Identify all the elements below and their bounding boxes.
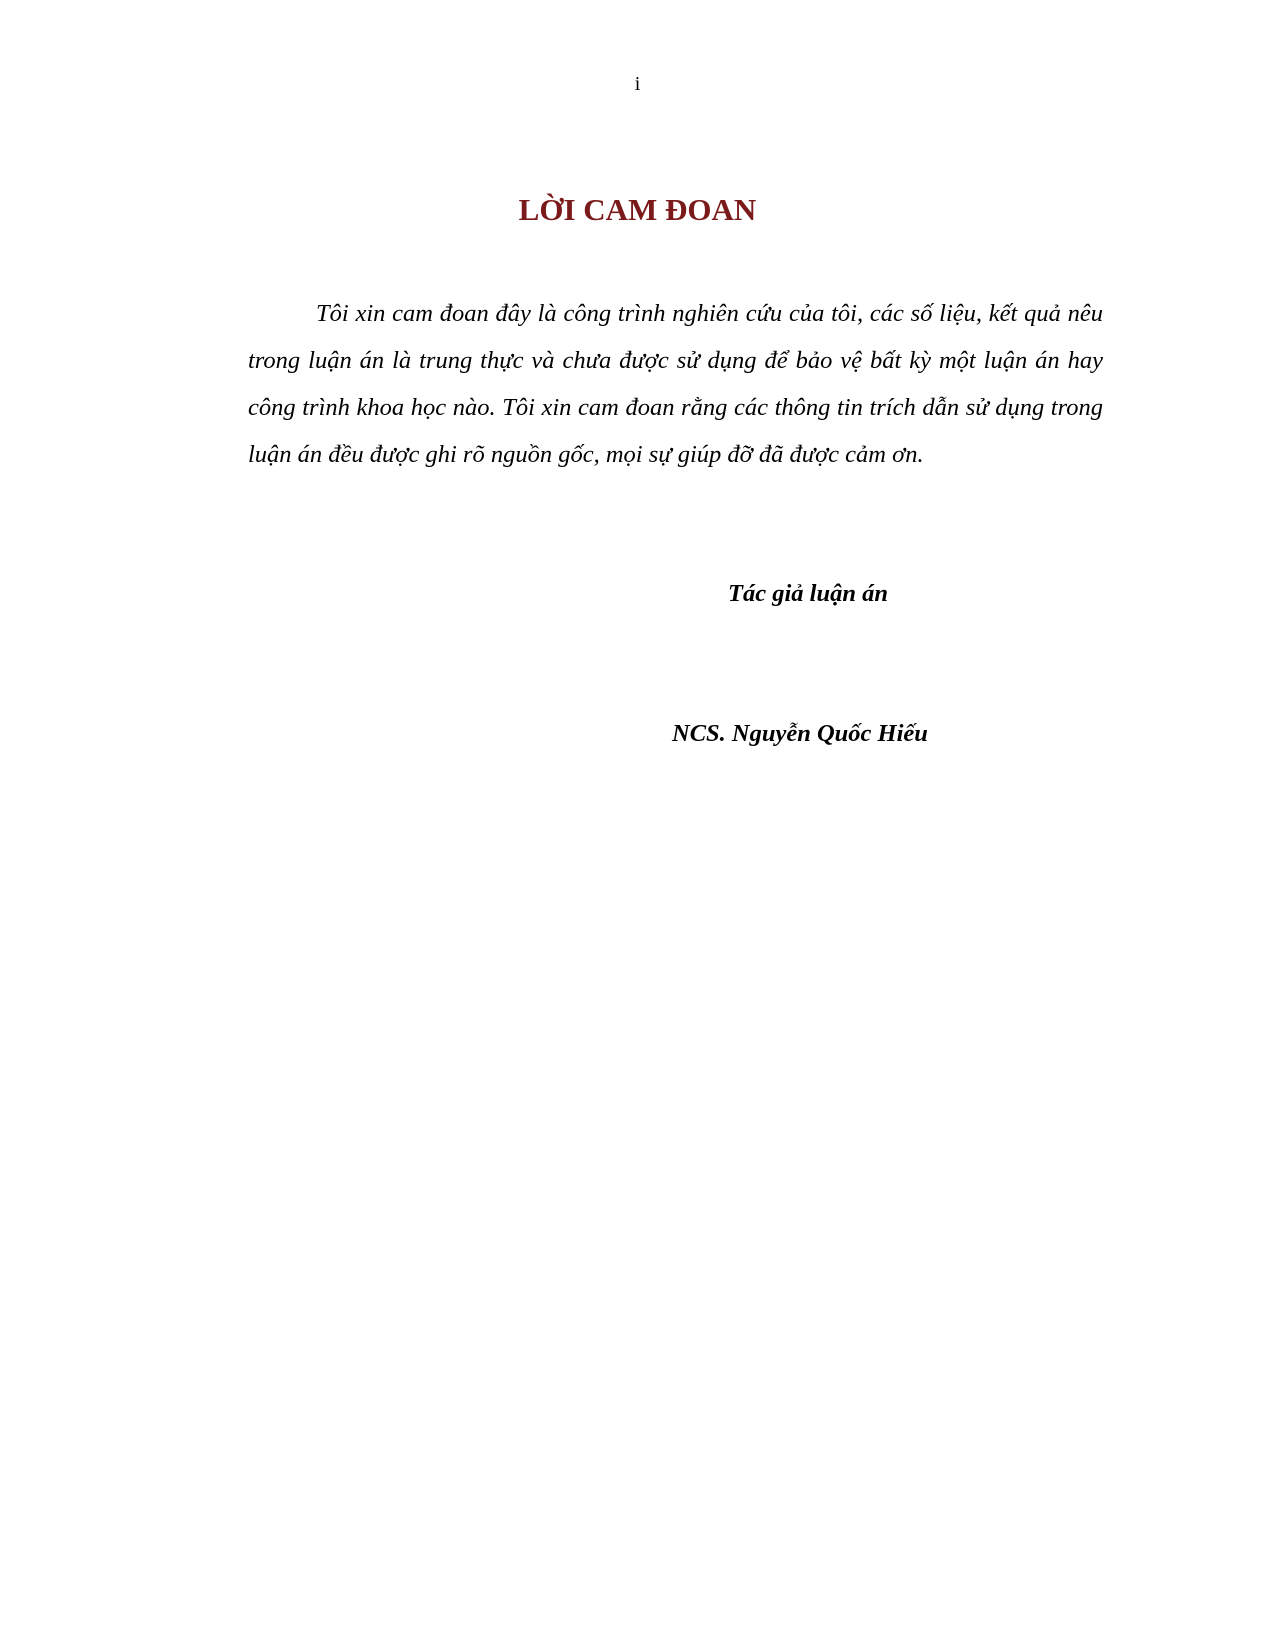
page-title: LỜI CAM ĐOAN: [518, 192, 757, 227]
signature-name: NCS. Nguyễn Quốc Hiếu: [672, 720, 928, 747]
signature-label: Tác giả luận án: [728, 580, 888, 607]
page-number: i: [634, 73, 641, 95]
declaration-paragraph: Tôi xin cam đoan đây là công trình nghiên cứu của tôi, các số liệu, kết quả nêu trong luận án là trung thực và chưa được sử dụng để bảo vệ bất kỳ một luận án hay công trình khoa học nào. Tôi xin cam đoan rằng các thông tin trích dẫn sử dụng trong luận án đều được ghi rõ nguồn gốc, mọi sự giúp đỡ đã được cảm ơn.: [248, 300, 1103, 468]
